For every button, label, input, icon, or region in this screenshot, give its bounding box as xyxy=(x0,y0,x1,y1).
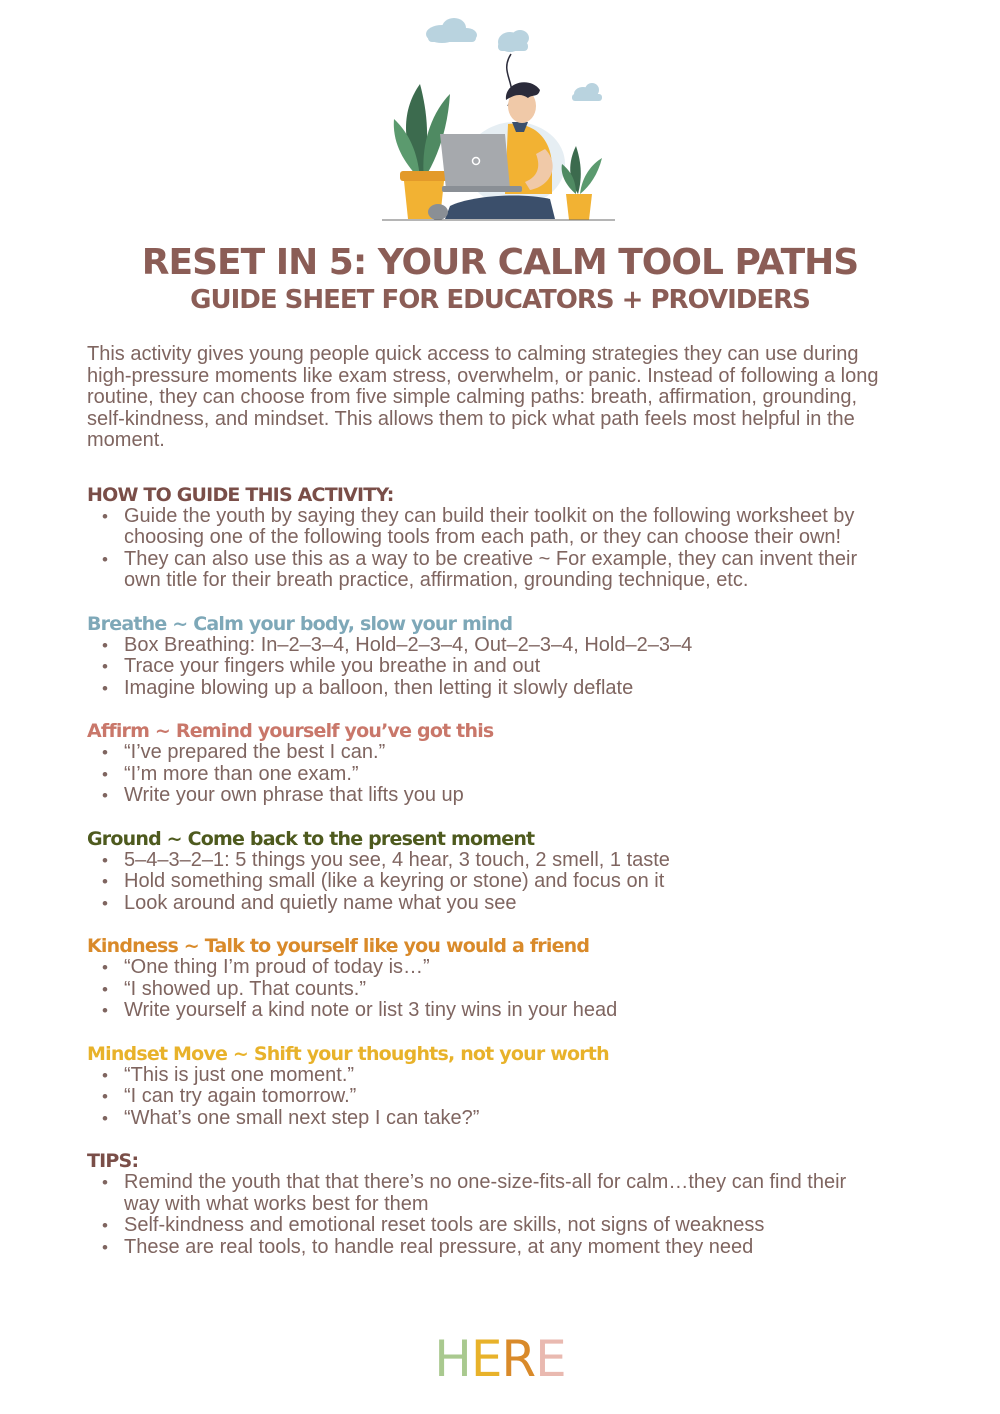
mindset-list xyxy=(87,1065,887,1130)
list-item: • “What’s one small next step I can take?” xyxy=(124,1108,887,1130)
guide-content xyxy=(87,344,887,1279)
tips-list xyxy=(87,1172,887,1258)
breathe-list xyxy=(87,635,887,700)
list-item: • “I can try again tomorrow.” xyxy=(124,1086,887,1108)
list-item: • Imagine blowing up a balloon, then letting it slowly deflate xyxy=(124,678,887,700)
list-item: • They can also use this as a way to be creative ~ For example, they can invent their own title for their breath practice, affirmation, grounding technique, etc. xyxy=(124,549,887,592)
page-subtitle: GUIDE SHEET FOR EDUCATORS + PROVIDERS xyxy=(190,285,810,315)
cloud-icon xyxy=(498,30,529,52)
list-item: • Hold something small (like a keyring or stone) and focus on it xyxy=(124,871,887,893)
affirm-list xyxy=(87,742,887,807)
list-item: • “One thing I’m proud of today is…” xyxy=(124,957,887,979)
logo-letter: E xyxy=(535,1330,566,1388)
ground-section xyxy=(87,828,887,915)
list-item: • 5–4–3–2–1: 5 things you see, 4 hear, 3 touch, 2 smell, 1 taste xyxy=(124,850,887,872)
ground-list xyxy=(87,850,887,915)
affirm-heading: Affirm ~ Remind yourself you’ve got this xyxy=(87,720,494,742)
list-item: • These are real tools, to handle real pressure, at any moment they need xyxy=(124,1237,887,1259)
list-item: • Write yourself a kind note or list 3 tiny wins in your head xyxy=(124,1000,887,1022)
list-item: • “This is just one moment.” xyxy=(124,1065,887,1087)
logo-letter: E xyxy=(470,1330,502,1388)
how-to-section xyxy=(87,484,887,592)
list-item: • “I showed up. That counts.” xyxy=(124,979,887,1001)
logo-letter: R xyxy=(501,1330,536,1388)
list-item: • Trace your fingers while you breathe in and out xyxy=(124,656,887,678)
list-item: • Self-kindness and emotional reset tools are skills, not signs of weakness xyxy=(124,1215,887,1237)
how-to-list xyxy=(87,506,887,592)
here-logo xyxy=(0,1330,1000,1388)
list-item: • “I’m more than one exam.” xyxy=(124,764,887,786)
list-item: • Remind the youth that that there’s no one-size-fits-all for calm…they can find their way with what works best for them xyxy=(124,1172,887,1215)
kindness-section xyxy=(87,935,887,1022)
logo-letter: H xyxy=(434,1330,471,1388)
list-item: • Look around and quietly name what you see xyxy=(124,893,887,915)
mindset-section xyxy=(87,1043,887,1130)
how-to-heading: HOW TO GUIDE THIS ACTIVITY: xyxy=(87,483,394,506)
list-item: • “I’ve prepared the best I can.” xyxy=(124,742,887,764)
page-title: RESET IN 5: YOUR CALM TOOL PATHS xyxy=(141,242,859,283)
breathe-section xyxy=(87,613,887,700)
affirm-section xyxy=(87,720,887,807)
intro-paragraph: This activity gives young people quick access to calming strategies they can use during high-pressure moments like exam stress, overwhelm, or panic. Instead of following a long routine, they can choose from five simple calming paths: breath, affirmation, grounding, self-kindness, and mindset. This allows them to pick what path feels most helpful in the moment. xyxy=(87,343,879,451)
cloud-icon xyxy=(572,83,602,101)
list-item: • Guide the youth by saying they can build their toolkit on the following worksheet by choosing one of the following tools from each path, or they can choose their own! xyxy=(124,506,887,549)
person-laptop-illustration xyxy=(380,14,620,226)
breathe-heading: Breathe ~ Calm your body, slow your mind xyxy=(87,612,513,635)
list-item: • Box Breathing: In–2–3–4, Hold–2–3–4, Out–2–3–4, Hold–2–3–4 xyxy=(124,635,887,657)
tips-heading: TIPS: xyxy=(87,1150,139,1172)
mindset-heading: Mindset Move ~ Shift your thoughts, not your worth xyxy=(87,1042,609,1065)
kindness-heading: Kindness ~ Talk to yourself like you would a friend xyxy=(87,935,590,957)
ground-heading: Ground ~ Come back to the present moment xyxy=(87,827,535,850)
kindness-list xyxy=(87,957,887,1022)
list-item: • Write your own phrase that lifts you up xyxy=(124,785,887,807)
tips-section xyxy=(87,1150,887,1258)
cloud-icon xyxy=(426,18,477,43)
